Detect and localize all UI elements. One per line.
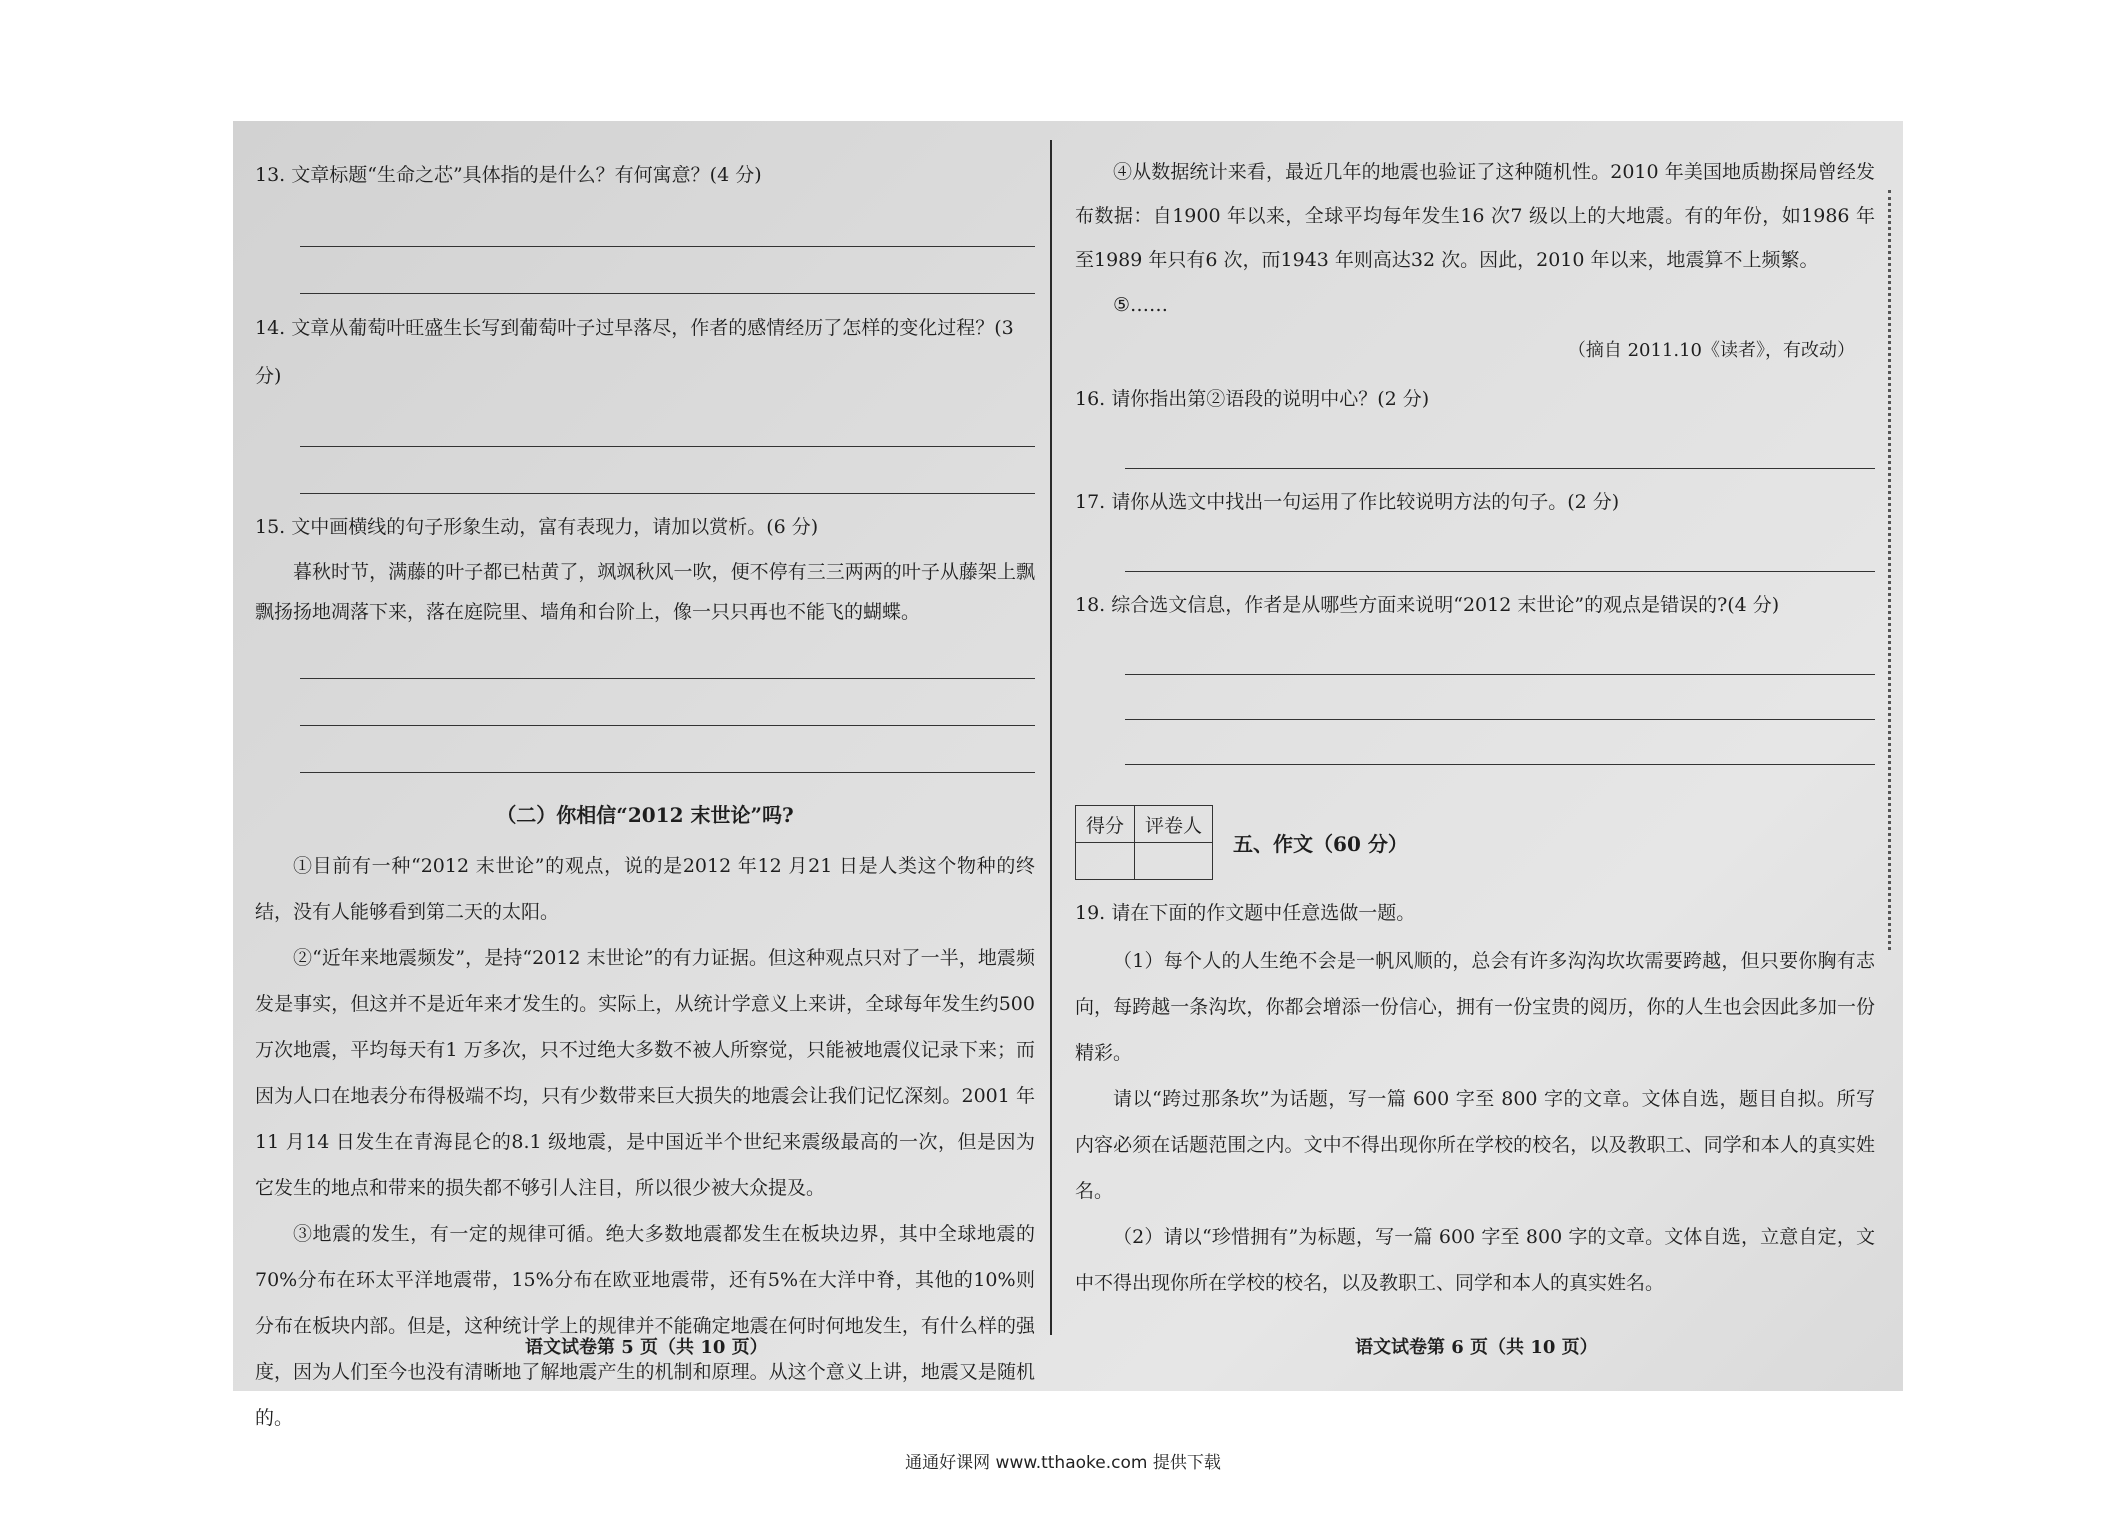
paragraph-1: ①目前有一种“2012 末世论”的观点，说的是2012 年12 月21 日是人类这个物种的终结，没有人能够看到第二天的太阳。 [255, 855, 1035, 923]
paragraph-3: ③地震的发生，有一定的规律可循。绝大多数地震都发生在板块边界，其中全球地震的70%分布在环太平洋地震带，15%分布在欧亚地震带，还有5%在大洋中脊，其他的10%则分布在板块内部。但是，这种统计学上的规律并不能确定地震在何时何地发生，有什么样的强度，因为人们至今也没有清晰地了解地震产生的机制和原理。从这个意义上讲，地震又是随机的。 [255, 1223, 1035, 1429]
answer-line [300, 726, 1035, 773]
answer-line [1125, 630, 1875, 675]
answer-line [1125, 720, 1875, 765]
paragraph-2: ②“近年来地震频发”，是持“2012 末世论”的有力证据。但这种观点只对了一半，地震频发是事实，但这并不是近年来才发生的。实际上，从统计学意义上来讲，全球每年发生约500 万次地震，平均每天有1 万多次，只不过绝大多数不被人所察觉，只能被地震仪记录下来；而因为人口在地表分布得极端不均，只有少数带来巨大损失的地震会让我们记忆深刻。2001 年11 月14 日发生在青海昆仑的8.1 级地震，是中国近半个世纪来震级最高的一次，但是因为它发生的地点和带来的损失都不够引人注目，所以很少被大众提及。 [255, 947, 1035, 1199]
answer-line [300, 632, 1035, 679]
right-column [1075, 150, 1875, 1306]
question-18: 18. 综合选文信息，作者是从哪些方面来说明“2012 末世论”的观点是错误的?(4 分) [1075, 594, 1780, 616]
score-label: 得分 [1076, 806, 1135, 843]
binding-dotted-line [1888, 190, 1891, 950]
answer-line [1125, 424, 1875, 469]
download-credit: 通通好课网 www.tthaoke.com 提供下载 [905, 1453, 1221, 1473]
essay-option-2: （2）请以“珍惜拥有”为标题，写一篇 600 字至 800 字的文章。文体自选，立意自定，文中不得出现你所在学校的校名，以及教职工、同学和本人的真实姓名。 [1075, 1226, 1875, 1294]
answer-line [300, 247, 1035, 294]
score-table [1075, 805, 1213, 880]
answer-line [300, 400, 1035, 447]
question-15: 15. 文中画横线的句子形象生动，富有表现力，请加以赏析。(6 分) [255, 516, 819, 538]
answer-line [300, 447, 1035, 494]
section-5-title: 五、作文（60 分） [1233, 832, 1408, 856]
answer-line [1125, 675, 1875, 720]
paragraph-4: ④从数据统计来看，最近几年的地震也验证了这种随机性。2010 年美国地质勘探局曾经发布数据：自1900 年以来，全球平均每年发生16 次7 级以上的大地震。有的年份，如1986 年至1989 年只有6 次，而1943 年则高达32 次。因此，2010 年以来，地震算不上频繁。 [1075, 161, 1875, 271]
column-divider [1050, 140, 1052, 1335]
answer-line [300, 679, 1035, 726]
page-footer-5: 语文试卷第 5 页（共 10 页） [525, 1337, 768, 1358]
answer-line [1125, 527, 1875, 572]
section-2-title: （二）你相信“2012 末世论”吗? [496, 803, 794, 827]
grader-cell [1135, 843, 1213, 880]
paragraph-5: ⑤…… [1113, 294, 1169, 316]
question-15-quote: 暮秋时节，满藤的叶子都已枯黄了，飒飒秋风一吹，便不停有三三两两的叶子从藤架上飘飘扬扬地凋落下来，落在庭院里、墙角和台阶上，像一只只再也不能飞的蝴蝶。 [255, 561, 1035, 623]
question-19: 19. 请在下面的作文题中任意选做一题。 [1075, 902, 1416, 924]
question-17: 17. 请你从选文中找出一句运用了作比较说明方法的句子。(2 分) [1075, 491, 1620, 513]
essay-option-1-requirements: 请以“跨过那条坎”为话题，写一篇 600 字至 800 字的文章。文体自选，题目自拟。所写内容必须在话题范围之内。文中不得出现你所在学校的校名，以及教职工、同学和本人的真实姓名。 [1075, 1088, 1875, 1202]
question-13: 13. 文章标题“生命之芯”具体指的是什么？有何寓意？(4 分) [255, 164, 762, 186]
page-footer-6: 语文试卷第 6 页（共 10 页） [1355, 1337, 1598, 1358]
question-14: 14. 文章从葡萄叶旺盛生长写到葡萄叶子过早落尽，作者的感情经历了怎样的变化过程？(3 分) [255, 317, 1014, 387]
answer-line [300, 200, 1035, 247]
score-cell [1076, 843, 1135, 880]
score-box [1075, 805, 1875, 880]
source-citation: （摘自 2011.10《读者》，有改动） [1567, 340, 1855, 361]
essay-option-1: （1）每个人的人生绝不会是一帆风顺的，总会有许多沟沟坎坎需要跨越，但只要你胸有志向，每跨越一条沟坎，你都会增添一份信心，拥有一份宝贵的阅历，你的人生也会因此多加一份精彩。 [1075, 950, 1875, 1064]
question-16: 16. 请你指出第②语段的说明中心？(2 分) [1075, 388, 1430, 410]
left-column [255, 150, 1035, 1441]
grader-label: 评卷人 [1135, 806, 1213, 843]
